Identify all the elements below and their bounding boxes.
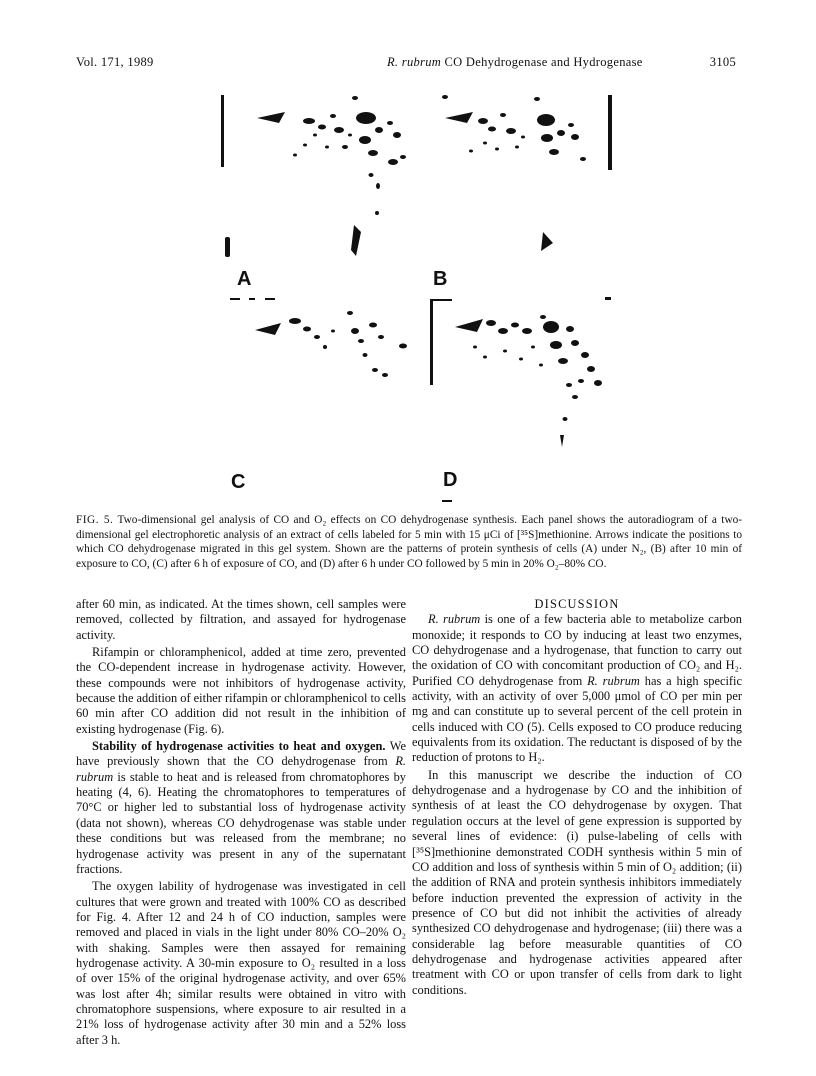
paragraph: Rifampin or chloramphenicol, added at time zero, prevented the CO-dependent increase in hydrogenase activity. However, these compounds were not inhibitors of hydrogenase activity, because the addition of either rifampin or chloramphenicol to cells 60 min after CO addition did not result in the inhibition of existing hydrogenase (Fig. 6). [76, 645, 406, 736]
panel-label-b: B [433, 268, 448, 290]
running-title-organism: R. rubrum [387, 55, 442, 69]
paragraph-discussion-2: In this manuscript we describe the induction of CO dehydrogenase and a hydrogenase by CO and the inhibition of synthesis of at least the CO dehydrogenase by oxygen. That regulation occurs at the level of gene expression is supported by several lines of evidence: (i) pulse-labeling of cells with [³⁵S]methionine demonstrated CODH synthesis within 5 min of CO addition and loss of synthesis within 5 min of O₂ addition; (ii) the addition of RNA and protein synthesis inhibitors immediately before induction prevented the expression of activity in the presence of CO but did not inhibit the activities of already synthesized CO dehydrogenase and hydrogenase; (iii) there was a considerable lag before measurable quantities of CO dehydrogenase and hydrogenase activities appeared after treatment with CO or upon transfer of cells from dark to light conditions. [412, 767, 742, 997]
organism-name: R. rubrum [587, 673, 640, 688]
run-in-heading: Stability of hydrogenase activities to heat and oxygen. [92, 739, 386, 754]
panel-label-a: A [237, 268, 252, 290]
panel-label-d: D [443, 469, 458, 491]
volume-label: Vol. 171, 1989 [76, 55, 154, 69]
figure-caption-text: Two-dimensional gel analysis of CO and O₂ effects on CO dehydrogenase synthesis. Each panel shows the autoradiogram of a two-dimensional gel electrophoretic analysis of an extract of cells labeled for 5 min with 15 μCi of [³⁵S]methionine. Arrows indicate the positions to which CO dehydrogenase migrated in this gel system. Shown are the patterns of protein synthesis of cells (A) under N₂, (B) after 10 min of exposure to CO, (C) after 6 h of exposure of CO, and (D) after 6 h under CO followed by 5 min in 20% O₂–80% CO. [76, 514, 743, 570]
gel-panel-c [230, 298, 407, 493]
figure-caption-label: FIG. 5. [76, 514, 114, 526]
paragraph-text: We have previously shown that the CO dehydrogenase from [76, 739, 407, 769]
figure-5-gel-autoradiograms [215, 85, 635, 505]
paragraph-text: is stable to heat and is released from chromatophores by heating (4, 6). Heating the chromatophores to temperatures of 70°C or higher led to substantial loss of hydrogenase activity (data not shown), whereas CO dehydrogenase was stable under these conditions but was released from the membrane; no hydrogenase activity was present in any of the supernatant fractions. [76, 769, 406, 876]
gel-panel-a [221, 95, 406, 290]
organism-name: R. rubrum [428, 612, 481, 627]
running-header [76, 55, 736, 73]
running-title-rest: CO Dehydrogenase and Hydrogenase [441, 55, 643, 69]
section-heading-discussion: DISCUSSION [534, 597, 620, 611]
organism-name: R. rubrum [76, 754, 406, 784]
paragraph-discussion-1 [412, 612, 742, 765]
gel-panel-d [430, 297, 611, 502]
paragraph-stability [76, 739, 406, 877]
gel-panel-b [433, 95, 612, 290]
paragraph: The oxygen lability of hydrogenase was investigated in cell cultures that were grown and treated with 100% CO as described for Fig. 4. After 12 and 24 h of CO induction, samples were removed and placed in vials in the light under 80% CO–20% O₂ with shaking. Samples were then assayed for remaining hydrogenase activity. A 30-min exposure to O₂ resulted in a loss of over 15% of the original hydrogenase activity, and over 65% was lost after 4h; similar results were obtained in vitro with chromatophore suspensions, where exposure to air resulted in a 21% loss of hydrogenase activity after 30 min and a 52% loss after 3 h. [76, 879, 406, 1047]
figure-caption [76, 513, 742, 571]
paragraph-text: is one of a few bacteria able to metabolize carbon monoxide; it responds to CO by inducing at least two enzymes, CO dehydrogenase and a hydrogenase, that function to carry out the oxidation of CO with concomitant production of CO₂ and H₂. Purified CO dehydrogenase from [412, 612, 742, 688]
panel-label-c: C [231, 471, 246, 493]
left-column [76, 597, 406, 1048]
paragraph-text: has a high specific activity, with an activity of over 5,000 μmol of CO per min per mg and can constitute up to several percent of the cell protein in cells induced with CO (5). Cells exposed to CO produce reducing equivalents from its oxidation. The reductant is disposed of by the reduction of protons to H₂. [412, 673, 743, 765]
page-number: 3105 [709, 55, 736, 69]
gel-panels-image [215, 85, 635, 505]
running-title [387, 55, 643, 70]
paragraph: after 60 min, as indicated. At the times shown, cell samples were removed, collected by filtration, and assayed for hydrogenase activity. [76, 597, 406, 642]
right-column [412, 597, 742, 998]
